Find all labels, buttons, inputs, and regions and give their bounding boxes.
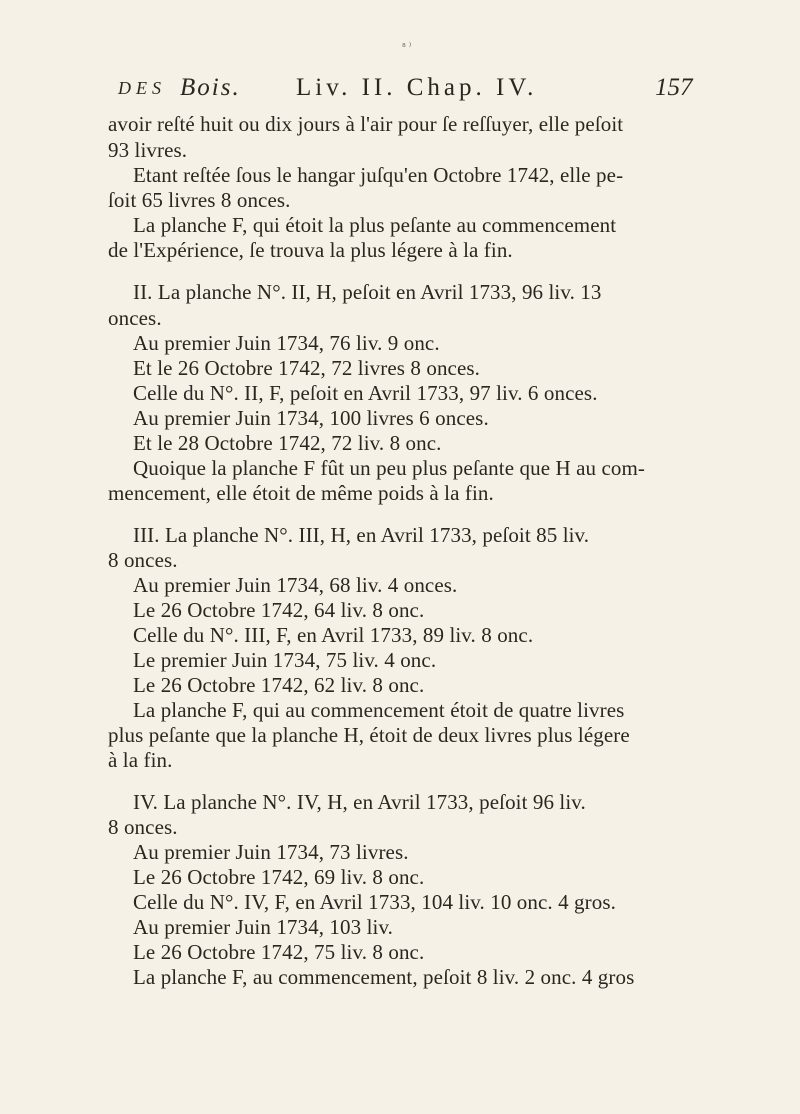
text-line: Au premier Juin 1734, 103 liv. [133, 915, 394, 939]
text-line: Le 26 Octobre 1742, 75 liv. 8 onc. [133, 940, 425, 964]
text-line: 8 onces. [108, 548, 178, 572]
text-line: 93 livres. [108, 138, 188, 162]
running-header [118, 74, 718, 106]
text-line: Celle du N°. II, F, peſoit en Avril 1733, 97 liv. 6 onces. [133, 381, 598, 405]
text-line: avoir reſté huit ou dix jours à l'air pour ſe reſſuyer, elle peſoit [108, 112, 624, 136]
page-number: 157 [655, 74, 693, 101]
text-line: Au premier Juin 1734, 100 livres 6 onces. [133, 406, 489, 430]
text-line: mencement, elle étoit de même poids à la fin. [108, 481, 494, 505]
text-line: ſoit 65 livres 8 onces. [108, 188, 291, 212]
text-line: La planche F, qui étoit la plus peſante au commencement [133, 213, 617, 237]
text-line: Au premier Juin 1734, 73 livres. [133, 840, 409, 864]
text-line: plus peſante que la planche H, étoit de deux livres plus légere [108, 723, 630, 747]
text-line: onces. [108, 306, 162, 330]
text-line: Le premier Juin 1734, 75 liv. 4 onc. [133, 648, 437, 672]
text-line: Le 26 Octobre 1742, 62 liv. 8 onc. [133, 673, 425, 697]
text-line: Et le 26 Octobre 1742, 72 livres 8 onces. [133, 356, 481, 380]
text-line: II. La planche N°. II, H, peſoit en Avril 1733, 96 liv. 13 [133, 280, 602, 304]
text-line: IV. La planche N°. IV, H, en Avril 1733, peſoit 96 liv. [133, 790, 586, 814]
text-line: La planche F, au commencement, peſoit 8 liv. 2 onc. 4 gros [133, 965, 635, 989]
text-line: Le 26 Octobre 1742, 69 liv. 8 onc. [133, 865, 425, 889]
text-line: à la fin. [108, 748, 173, 772]
running-title-des: DES [118, 78, 166, 98]
text-line: Au premier Juin 1734, 68 liv. 4 onces. [133, 573, 458, 597]
text-line: Le 26 Octobre 1742, 64 liv. 8 onc. [133, 598, 425, 622]
text-line: de l'Expérience, ſe trouva la plus légere à la fin. [108, 238, 513, 262]
text-line: Et le 28 Octobre 1742, 72 liv. 8 onc. [133, 431, 442, 455]
running-title-chapter: Liv. II. Chap. IV. [296, 74, 538, 101]
text-line: Celle du N°. III, F, en Avril 1733, 89 liv. 8 onc. [133, 623, 534, 647]
top-mark: ⁸ ⁾ [402, 41, 412, 53]
text-line: III. La planche N°. III, H, en Avril 1733, peſoit 85 liv. [133, 523, 590, 547]
text-line: Quoique la planche F fût un peu plus peſante que H au com- [133, 456, 645, 480]
running-title-bois: Bois. [180, 74, 241, 101]
text-line: La planche F, qui au commencement étoit de quatre livres [133, 698, 625, 722]
text-line: 8 onces. [108, 815, 178, 839]
text-line: Celle du N°. IV, F, en Avril 1733, 104 liv. 10 onc. 4 gros. [133, 890, 616, 914]
text-line: Etant reſtée ſous le hangar juſqu'en Octobre 1742, elle pe- [133, 163, 624, 187]
text-line: Au premier Juin 1734, 76 liv. 9 onc. [133, 331, 440, 355]
